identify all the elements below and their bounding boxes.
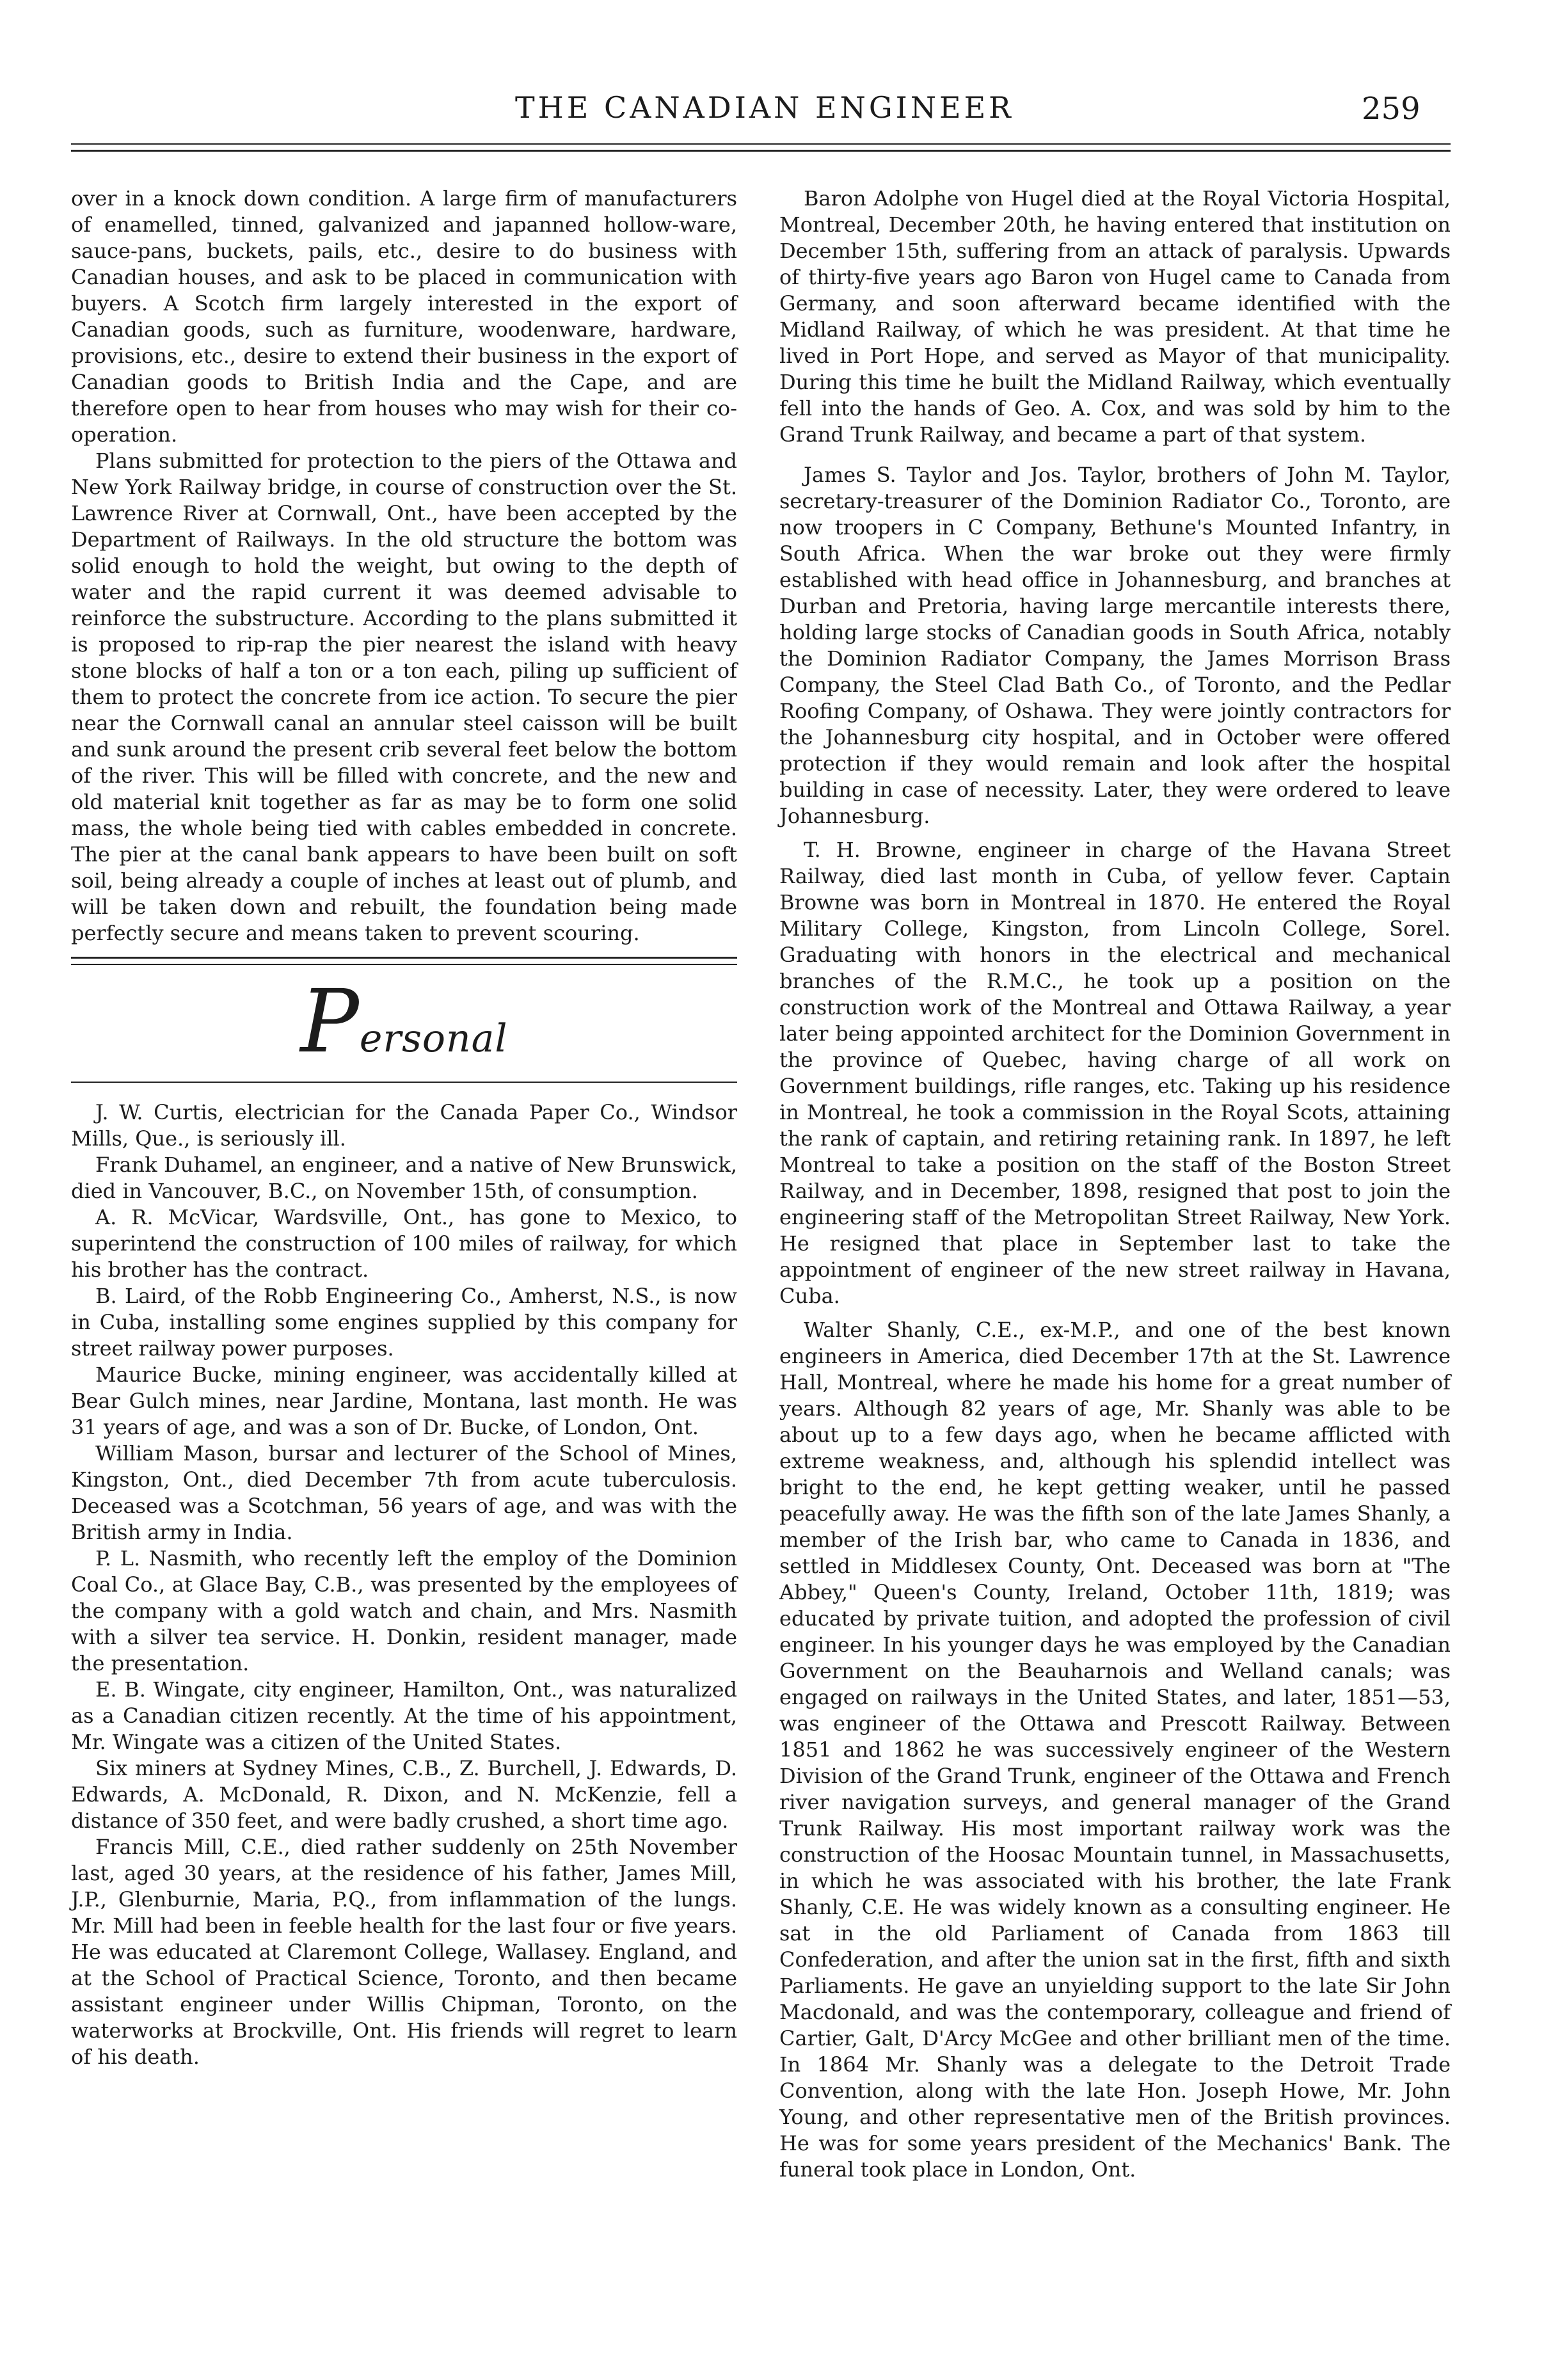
journal-title: THE CANADIAN ENGINEER (515, 90, 1014, 125)
section-heading-container (71, 965, 737, 1078)
personal-item: E. B. Wingate, city engineer, Hamilton, Ont., was naturalized as a Canadian citizen recently. At the time of his appointment, Mr. Wingate was a citizen of the United States. (71, 1677, 737, 1754)
personal-item: James S. Taylor and Jos. Taylor, brothers of John M. Taylor, secretary-treasurer of the Dominion Radiator Co., Toronto, are now troopers in C Company, Bethune's Mounted Infantry, in South Africa. When the war broke out they were firmly established with head office in Johannesburg, and branches at Durban and Pretoria, having large mercantile interests there, holding large stocks of Canadian goods in South Africa, notably the Dominion Radiator Company, the James Morrison Brass Company, the Steel Clad Bath Co., of Toronto, and the Pedlar Roofing Company, of Oshawa. They were jointly contractors for the Johannesburg city hospital, and in October were offered protection if they would remain and look after the hospital building in case of necessity. Later, they were ordered to leave Johannesburg. (779, 463, 1451, 828)
article-paragraph: Plans submitted for protection to the piers of the Ottawa and New York Railway bridge, in course of construction over the St. Lawrence River at Cornwall, Ont., have been accepted by the Department of Railways. In the old structure the bottom was solid enough to hold the weight, but owing to the depth of water and the rapid current it was deemed advisable to reinforce the substructure. According to the plans submitted it is proposed to rip-rap the pier nearest the island with heavy stone blocks of half a ton or a ton each, piling up sufficient of them to protect the concrete from ice action. To secure the pier near the Cornwall canal an annular steel caisson will be built and sunk around the present crib several feet below the bottom of the river. This will be filled with concrete, and the new and old material knit together as far as may be to form one solid mass, the whole being tied with cables embedded in concrete. The pier at the canal bank appears to have been built on soft soil, being already a couple of inches at least out of plumb, and will be taken down and rebuilt, the foundation being made perfectly secure and means taken to prevent scouring. (71, 449, 737, 945)
personal-item: J. W. Curtis, electrician for the Canada Paper Co., Windsor Mills, Que., is seriously ill. (71, 1100, 737, 1151)
section-heading-personal: Personal (300, 971, 508, 1073)
personal-item: A. R. McVicar, Wardsville, Ont., has gone to Mexico, to superintend the construction of 100 miles of railway, for which his brother has the contract. (71, 1205, 737, 1282)
personal-item: Maurice Bucke, mining engineer, was accidentally killed at Bear Gulch mines, near Jardine, Montana, last month. He was 31 years of age, and was a son of Dr. Bucke, of London, Ont. (71, 1362, 737, 1439)
personal-item: T. H. Browne, engineer in charge of the Havana Street Railway, died last month in Cuba, of yellow fever. Captain Browne was born in Montreal in 1870. He entered the Royal Military College, Kingston, from Lincoln College, Sorel. Graduating with honors in the electrical and mechanical branches of the R.M.C., he took up a position on the construction work of the Montreal and Ottawa Railway, a year later being appointed architect for the Dominion Government in the province of Quebec, having charge of all work on Government buildings, rifle ranges, etc. Taking up his residence in Montreal, he took a commission in the Royal Scots, attaining the rank of captain, and retiring retaining rank. In 1897, he left Montreal to take a position on the staff of the Boston Street Railway, and in December, 1898, resigned that post to join the engineering staff of the Metropolitan Street Railway, New York. He resigned that place in September last to take the appointment of engineer of the new street railway in Havana, Cuba. (779, 838, 1451, 1308)
page-number: 259 (1362, 91, 1421, 127)
section-divider (71, 957, 737, 965)
right-column (779, 186, 1451, 2183)
personal-item: P. L. Nasmith, who recently left the employ of the Dominion Coal Co., at Glace Bay, C.B., was presented by the employees of the company with a gold watch and chain, and Mrs. Nasmith with a silver tea service. H. Donkin, resident manager, made the presentation. (71, 1546, 737, 1675)
article-paragraph: over in a knock down condition. A large firm of manufacturers of enamelled, tinned, galvanized and japanned hollow-ware, sauce-pans, buckets, pails, etc., desire to do business with Canadian houses, and ask to be placed in communication with buyers. A Scotch firm largely interested in the export of Canadian goods, such as furniture, woodenware, hardware, provisions, etc., desire to extend their business in the export of Canadian goods to British India and the Cape, and are therefore open to hear from houses who may wish for their co-operation. (71, 186, 737, 447)
personal-item: Six miners at Sydney Mines, C.B., Z. Burchell, J. Edwards, D. Edwards, A. McDonald, R. Dixon, and N. McKenzie, fell a distance of 350 feet, and were badly crushed, a short time ago. (71, 1756, 737, 1833)
personal-item: Walter Shanly, C.E., ex-M.P., and one of the best known engineers in America, died December 17th at the St. Lawrence Hall, Montreal, where he made his home for a great number of years. Although 82 years of age, Mr. Shanly was able to be about up to a few days ago, when he became afflicted with extreme weakness, and, although his splendid intellect was bright to the end, he kept getting weaker, until he passed peacefully away. He was the fifth son of the late James Shanly, a member of the Irish bar, who came to Canada in 1836, and settled in Middlesex County, Ont. Deceased was born at "The Abbey," Queen's County, Ireland, October 11th, 1819; was educated by private tuition, and adopted the profession of civil engineer. In his younger days he was employed by the Canadian Government on the Beauharnois and Welland canals; was engaged on railways in the United States, and later, 1851—53, was engineer of the Ottawa and Prescott Railway. Between 1851 and 1862 he was successively engineer of the Western Division of the Grand Trunk, engineer of the Ottawa and French river navigation surveys, and general manager of the Grand Trunk Railway. His most important railway work was the construction of the Hoosac Mountain tunnel, in Massachusetts, in which he was associated with his brother, the late Frank Shanly, C.E. He was widely known as a consulting engineer. He sat in the old Parliament of Canada from 1863 till Confederation, and after the union sat in the first, fifth and sixth Parliaments. He gave an unyielding support to the late Sir John Macdonald, and was the contemporary, colleague and friend of Cartier, Galt, D'Arcy McGee and other brilliant men of the time. In 1864 Mr. Shanly was a delegate to the Detroit Trade Convention, along with the late Hon. Joseph Howe, Mr. John Young, and other representative men of the British provinces. He was for some years president of the Mechanics' Bank. The funeral took place in London, Ont. (779, 1318, 1451, 2182)
heading-rule (71, 1082, 737, 1083)
personal-item: Frank Duhamel, an engineer, and a native of New Brunswick, died in Vancouver, B.C., on November 15th, of consumption. (71, 1153, 737, 1203)
header-rule (71, 143, 1451, 152)
personal-item: B. Laird, of the Robb Engineering Co., Amherst, N.S., is now in Cuba, installing some engines supplied by this company for street railway power purposes. (71, 1284, 737, 1361)
left-column (71, 186, 737, 2070)
personal-item: Francis Mill, C.E., died rather suddenly on 25th November last, aged 30 years, at the residence of his father, James Mill, J.P., Glenburnie, Maria, P.Q., from inflammation of the lungs. Mr. Mill had been in feeble health for the last four or five years. He was educated at Claremont College, Wallasey. England, and at the School of Practical Science, Toronto, and then became assistant engineer under Willis Chipman, Toronto, on the waterworks at Brockville, Ont. His friends will regret to learn of his death. (71, 1835, 737, 2069)
personal-item: Baron Adolphe von Hugel died at the Royal Victoria Hospital, Montreal, December 20th, he having entered that institution on December 15th, suffering from an attack of paralysis. Upwards of thirty-five years ago Baron von Hugel came to Canada from Germany, and soon afterward became identified with the Midland Railway, of which he was president. At that time he lived in Port Hope, and served as Mayor of that municipality. During this time he built the Midland Railway, which eventually fell into the hands of Geo. A. Cox, and was sold by him to the Grand Trunk Railway, and became a part of that system. (779, 186, 1451, 447)
personal-item: William Mason, bursar and lecturer of the School of Mines, Kingston, Ont., died December 7th from acute tuberculosis. Deceased was a Scotchman, 56 years of age, and was with the British army in India. (71, 1441, 737, 1544)
